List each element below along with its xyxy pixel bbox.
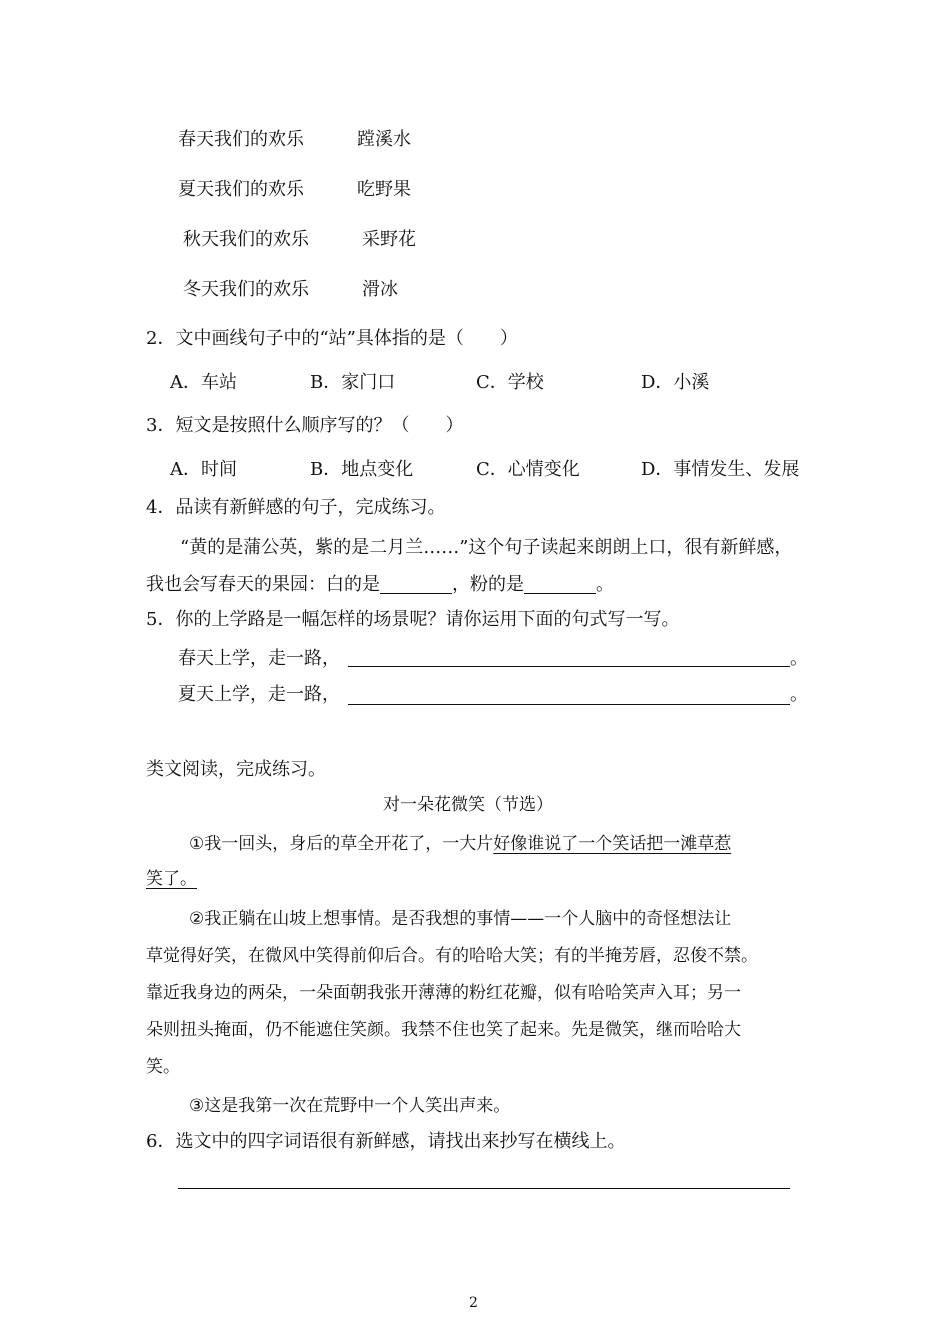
q5-end-spring: 。 <box>790 648 808 669</box>
season-activity-2: 吃野果 <box>357 179 411 200</box>
p1-text: ①我一回头，身后的草全开花了，一大片 <box>189 834 494 854</box>
q5-prompt-spring: 春天上学，走一路， <box>178 648 340 669</box>
q5-answer-line-spring[interactable] <box>348 666 790 667</box>
season-row-2: 夏天我们的欢乐 <box>178 179 304 200</box>
q5-prompt-summer: 夏天上学，走一路， <box>178 684 340 705</box>
passage-p1-line1 <box>189 832 731 856</box>
season-row-3: 秋天我们的欢乐 <box>183 229 309 250</box>
q5-end-summer: 。 <box>790 684 808 705</box>
p1-underlined-sentence: 好像谁说了一个笑话把一滩草惹 <box>493 834 732 854</box>
reading-intro: 类文阅读，完成练习。 <box>146 759 326 780</box>
question-4-quote: “黄的是蒲公英，紫的是二月兰……”这个句子读起来朗朗上口，很有新鲜感， <box>180 537 793 558</box>
q4-blank-white[interactable] <box>380 575 452 594</box>
passage-p2-line5: 笑。 <box>146 1057 180 1077</box>
q3-option-c[interactable]: C．心情变化 <box>476 459 580 480</box>
q4-text-c: 。 <box>596 574 614 595</box>
q5-answer-line-summer[interactable] <box>348 704 790 705</box>
season-activity-4: 滑冰 <box>362 279 398 300</box>
question-4-stem: 4．品读有新鲜感的句子，完成练习。 <box>146 497 446 518</box>
q2-option-d[interactable]: D．小溪 <box>641 372 710 393</box>
page-number: 2 <box>469 1295 478 1311</box>
q3-option-a[interactable]: A．时间 <box>170 459 237 480</box>
question-5-stem: 5．你的上学路是一幅怎样的场景呢？请你运用下面的句式写一写。 <box>146 609 680 630</box>
q2-option-a[interactable]: A．车站 <box>170 372 237 393</box>
q4-text-b: ，粉的是 <box>452 574 524 595</box>
question-3-stem: 3．短文是按照什么顺序写的？（ ） <box>146 415 464 436</box>
passage-p2-line2: 草觉得好笑，在微风中笑得前仰后合。有的哈哈大笑；有的半掩芳唇，忍俊不禁。 <box>146 946 758 966</box>
passage-p2-line1: ②我正躺在山坡上想事情。是否我想的事情——一个人脑中的奇怪想法让 <box>189 909 732 929</box>
season-activity-1: 蹚溪水 <box>357 129 411 150</box>
passage-p2-line4: 朵则扭头掩面，仍不能遮住笑颜。我禁不住也笑了起来。先是微笑，继而哈哈大 <box>146 1020 741 1040</box>
passage-title: 对一朵花微笑（节选） <box>383 795 553 815</box>
season-row-1 <box>178 128 304 152</box>
q4-blank-pink[interactable] <box>524 575 596 594</box>
season-label: 春天我们的欢乐 <box>178 129 304 150</box>
q4-text-a: 我也会写春天的果园：白的是 <box>146 574 380 595</box>
season-row-4: 冬天我们的欢乐 <box>183 279 309 300</box>
q3-option-b[interactable]: B．地点变化 <box>310 459 414 480</box>
passage-p1-line2: 笑了。 <box>146 869 197 889</box>
q3-option-d[interactable]: D．事情发生、发展 <box>641 459 800 480</box>
question-6-stem: 6．选文中的四字词语很有新鲜感，请找出来抄写在横线上。 <box>146 1131 626 1152</box>
q2-option-b[interactable]: B．家门口 <box>310 372 396 393</box>
q6-answer-line[interactable] <box>178 1188 790 1189</box>
question-4-fill-line <box>146 573 614 597</box>
passage-p3: ③这是我第一次在荒野中一个人笑出声来。 <box>189 1096 511 1116</box>
passage-p2-line3: 靠近我身边的两朵，一朵面朝我张开薄薄的粉红花瓣，似有哈哈笑声入耳；另一 <box>146 983 741 1003</box>
question-2-stem: 2．文中画线句子中的“站”具体指的是（ ） <box>146 328 518 349</box>
q2-option-c[interactable]: C．学校 <box>476 372 544 393</box>
season-activity-3: 采野花 <box>362 229 416 250</box>
